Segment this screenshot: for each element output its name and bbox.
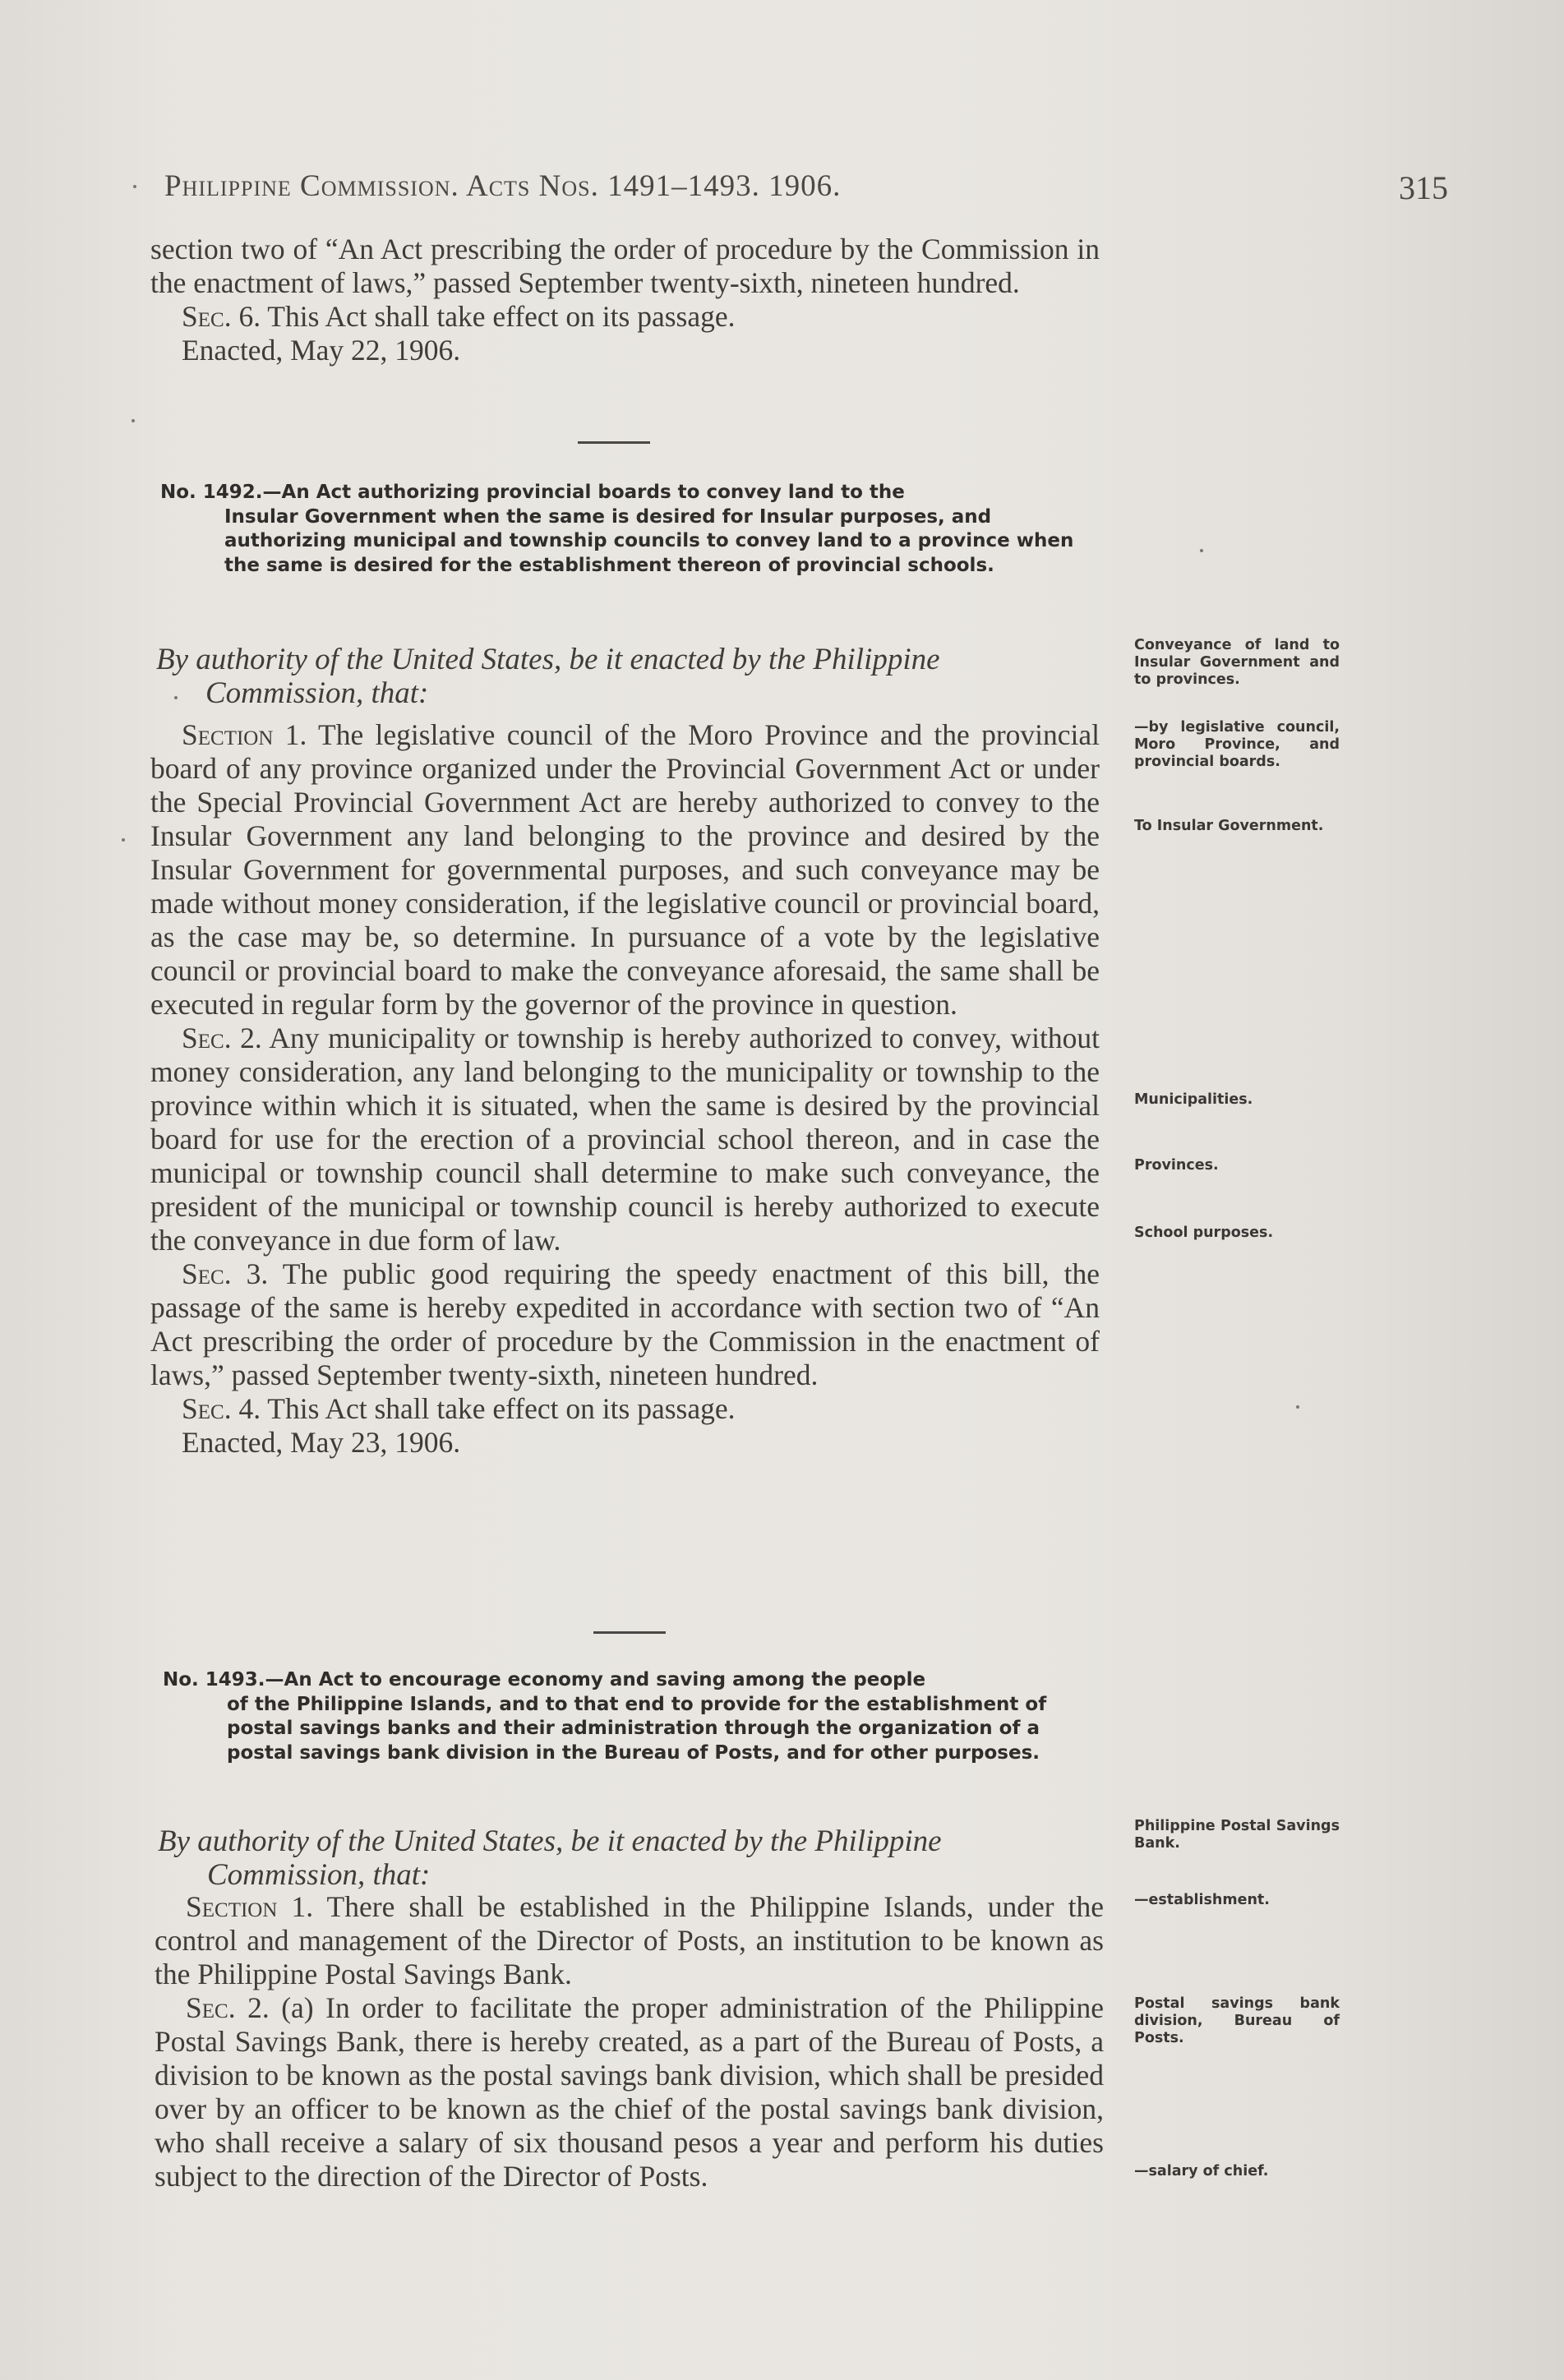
margin-note: School purposes. <box>1134 1225 1274 1241</box>
act-1492-section-4: Sec. 4. This Act shall take effect on its passage. <box>182 1392 736 1425</box>
margin-note: Municipalities. <box>1134 1091 1253 1108</box>
section-divider <box>578 441 650 444</box>
margin-note: —establishment. <box>1134 1892 1270 1908</box>
margin-note: Conveyance of land to Insular Government and to provinces. <box>1134 637 1340 688</box>
act-1493-section-2: Sec. 2. (a) In order to facilitate the proper administration of the Philippine Postal Savings Bank, there is hereby created, as a part of the Bureau of Posts, a division to be known as the postal savings bank division, which shall be presided over by an officer to be known as the chief of the postal savings bank division, who shall receive a salary of six thousand pesos a year and perform his duties subject to the direction of the Director of Posts. <box>155 1991 1104 2193</box>
act-1492-title: No. 1492.—An Act authorizing provincial boards to convey land to the Insular Government when the same is desired for Insular purposes, and authorizing municipal and township councils to convey land to a province when the same is desired for the establishment thereon of provincial schools. <box>160 482 1074 576</box>
page-number: 315 <box>1399 169 1448 206</box>
margin-note: —by legislative council, Moro Province, and provincial boards. <box>1134 719 1340 770</box>
act-1493-enacting-clause: By authority of the United States, be it enacted by the Philippine Commission, that: <box>158 1824 942 1892</box>
act-1493-section-1: Section 1. There shall be established in the Philippine Islands, under the control and management of the Director of Posts, an institution to be known as the Philippine Postal Savings Bank. <box>155 1890 1104 1990</box>
act-1491-continuation: section two of “An Act prescribing the order of procedure by the Commission in the enactment of laws,” passed September twenty-sixth, nineteen hundred. <box>150 233 1100 299</box>
scan-speck <box>174 696 178 699</box>
section-divider <box>593 1631 666 1634</box>
scan-speck <box>122 838 125 842</box>
act-1492-body <box>150 718 1100 1460</box>
act-1491-section-6: Sec. 6. This Act shall take effect on its passage. <box>182 300 736 333</box>
scan-speck <box>133 185 136 188</box>
scan-speck <box>1296 1405 1299 1409</box>
act-1492-section-2: Sec. 2. Any municipality or township is hereby authorized to convey, without money consideration, any land belonging to the municipality or township to the province within which it is situated, when the same is desired by the provincial board for use for the erection of a provincial school thereon, and in case the municipal or township council shall determine to make such conveyance, the president of the municipal or township council is hereby authorized to execute the conveyance in due form of law. <box>150 1022 1100 1257</box>
act-1493-title: No. 1493.—An Act to encourage economy and saving among the people of the Philippine Islands, and to that end to provide for the establishment of postal savings banks and their administration through the organization of a postal savings bank division in the Bureau of Posts, and for other purposes. <box>163 1669 1047 1764</box>
margin-note: —salary of chief. <box>1134 2163 1269 2179</box>
scan-speck <box>131 419 135 422</box>
act-1493-body <box>155 1890 1104 2193</box>
margin-note: To Insular Government. <box>1134 818 1324 834</box>
act-1491-enacted-date: Enacted, May 22, 1906. <box>182 334 461 367</box>
act-1492-enacted-date: Enacted, May 23, 1906. <box>182 1426 461 1459</box>
act-1492-enacting-clause: By authority of the United States, be it enacted by the Philippine Commission, that: <box>156 643 940 710</box>
margin-note: Postal savings bank division, Bureau of Posts. <box>1134 1995 1340 2046</box>
scan-speck <box>1200 549 1203 552</box>
margin-note: Provinces. <box>1134 1157 1219 1174</box>
margin-note: Philippine Postal Savings Bank. <box>1134 1818 1340 1852</box>
act-1491-end <box>150 233 1100 367</box>
act-1492-section-1: Section 1. The legislative council of the Moro Province and the provincial board of any province organized under the Provincial Government Act or under the Special Provincial Government Act are hereby authorized to convey to the Insular Government any land belonging to the province and desired by the Insular Government for governmental purposes, and such conveyance may be made without money consideration, if the legislative council or provincial board, as the case may be, so determine. In pursuance of a vote by the legislative council or provincial board to make the conveyance aforesaid, the same shall be executed in regular form by the governor of the province in question. <box>150 718 1100 1021</box>
act-1492-section-3: Sec. 3. The public good requiring the speedy enactment of this bill, the passage of the same is hereby expedited in accordance with section two of “An Act prescribing the order of procedure by the Commission in the enactment of laws,” passed September twenty-sixth, nineteen hundred. <box>150 1257 1100 1391</box>
running-head: Philippine Commission. Acts Nos. 1491–1493. 1906. <box>164 169 842 203</box>
